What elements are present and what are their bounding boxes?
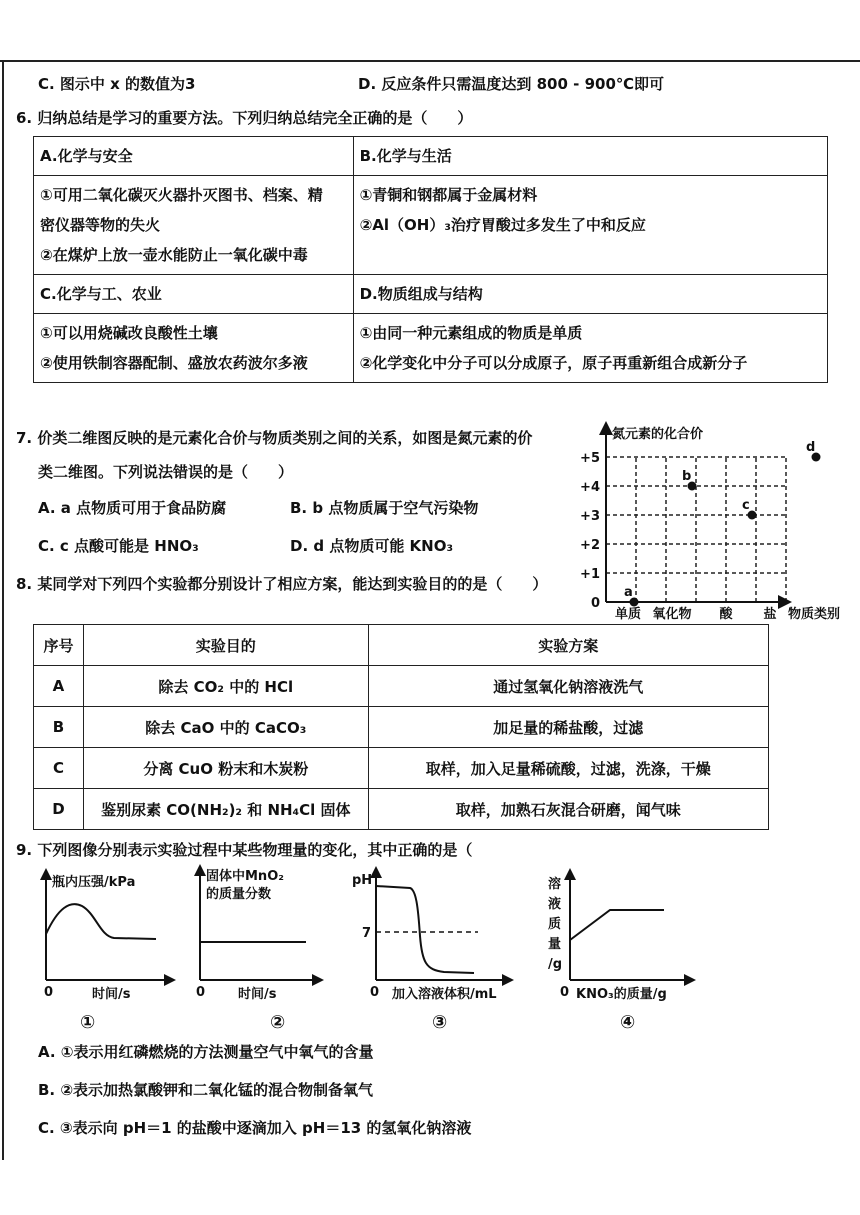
left-border	[2, 60, 4, 1160]
q8-row-b-plan: 加足量的稀盐酸，过滤	[368, 707, 768, 748]
q9-g4-y-char: 质	[548, 917, 562, 932]
q8-row-b-index: B	[34, 707, 84, 748]
q6-a-line: ②在煤炉上放一壶水能防止一氧化碳中毒	[40, 246, 308, 264]
q9-g1-x-label: 时间/s	[92, 987, 131, 1002]
q9-g4-x-label: KNO₃的质量/g	[576, 987, 667, 1002]
q6-cell-a-body	[34, 176, 354, 275]
q6-a-line: ①可用二氧化碳灭火器扑灭图书、档案、精	[40, 186, 323, 204]
q9-graph-4	[540, 868, 700, 1038]
q8-header-plan: 实验方案	[368, 625, 768, 666]
q9-graph-2	[178, 862, 328, 1038]
q6-table	[33, 136, 828, 383]
q7-point-label: d	[806, 440, 816, 455]
q9-g3-x-label: 加入溶液体积/mL	[392, 987, 497, 1002]
q7-x-category-label: 氧化物	[652, 607, 692, 622]
table-row[interactable]	[34, 789, 769, 830]
q9-g4-origin: 0	[560, 985, 570, 1000]
table-row[interactable]	[34, 666, 769, 707]
q9-g2-origin: 0	[196, 985, 206, 1000]
q6-d-line: ①由同一种元素组成的物质是单质	[359, 324, 583, 342]
q7-point-label: c	[742, 498, 750, 513]
q8-row-d-index: D	[34, 789, 84, 830]
q9-stem: 9. 下列图像分别表示实验过程中某些物理量的变化，其中正确的是（	[16, 841, 473, 859]
q6-cell-b-body	[353, 176, 827, 275]
top-border	[0, 60, 860, 62]
q7-y-tick-label: +4	[580, 480, 600, 495]
q8-row-c-goal: 分离 CuO 粉末和木炭粉	[83, 748, 368, 789]
q9-option-c[interactable]: C. ③表示向 pH＝1 的盐酸中逐滴加入 pH＝13 的氢氧化钠溶液	[38, 1119, 472, 1137]
q6-c-line: ②使用铁制容器配制、盛放农药波尔多液	[40, 354, 308, 372]
q6-c-line: ①可以用烧碱改良酸性土壤	[40, 324, 218, 342]
q9-g2-y-label-2: 的质量分数	[206, 887, 272, 902]
q9-g3-origin: 0	[370, 985, 380, 1000]
table-row[interactable]	[34, 707, 769, 748]
q9-g2-x-label: 时间/s	[238, 987, 277, 1002]
q9-g4-curve	[570, 910, 664, 940]
q8-row-d-plan: 取样，加熟石灰混合研磨，闻气味	[368, 789, 768, 830]
q7-y-tick-label: 0	[590, 596, 600, 611]
q9-option-b[interactable]: B. ②表示加热氯酸钾和二氧化锰的混合物制备氧气	[38, 1081, 374, 1099]
q9-g3-number: ③	[432, 1012, 448, 1033]
q6-cell-b-title[interactable]: B.化学与生活	[353, 137, 827, 176]
q9-g1-y-label: 瓶内压强/kPa	[52, 875, 136, 890]
q6-cell-d-title[interactable]: D.物质组成与结构	[353, 275, 827, 314]
q8-stem: 8. 某同学对下列四个实验都分别设计了相应方案，能达到实验目的的是（ ）	[16, 575, 548, 593]
q8-row-c-index: C	[34, 748, 84, 789]
q7-x-axis-label: 物质类别	[788, 607, 841, 622]
q5-option-c[interactable]: C. 图示中 x 的数值为3	[38, 75, 196, 93]
q7-y-tick-label: +5	[580, 451, 600, 466]
q8-row-c-plan: 取样，加入足量稀硫酸，过滤，洗涤，干燥	[368, 748, 768, 789]
q7-x-category-label: 单质	[614, 607, 642, 622]
q7-y-tick-label: +1	[580, 567, 600, 582]
q9-g4-y-char: 液	[548, 897, 562, 912]
q9-graph-3	[348, 866, 528, 1038]
q7-stem-line1: 7. 价类二维图反映的是元素化合价与物质类别之间的关系，如图是氮元素的价	[16, 429, 533, 447]
q9-g1-number: ①	[80, 1012, 96, 1033]
q5-option-d[interactable]: D. 反应条件只需温度达到 800 - 900℃即可	[358, 75, 665, 93]
q9-g1-curve	[46, 904, 156, 939]
q6-b-line	[360, 240, 821, 270]
q7-option-d[interactable]: D. d 点物质可能 KNO₃	[290, 537, 454, 555]
q7-y-axis-label: 氮元素的化合价	[612, 427, 704, 442]
q7-y-tick-label: +3	[580, 509, 600, 524]
q9-g2-number: ②	[270, 1012, 286, 1033]
q6-a-line: 密仪器等物的失火	[40, 216, 161, 234]
q7-point-label: a	[624, 585, 633, 600]
table-row[interactable]	[34, 748, 769, 789]
q7-grid	[606, 457, 786, 602]
q8-header-goal: 实验目的	[83, 625, 368, 666]
q7-x-category-label: 酸	[719, 607, 733, 622]
q7-option-b[interactable]: B. b 点物质属于空气污染物	[290, 499, 479, 517]
q6-stem: 6. 归纳总结是学习的重要方法。下列归纳总结完全正确的是（ ）	[16, 109, 473, 127]
q6-b-line: ②Al（OH）₃治疗胃酸过多发生了中和反应	[359, 216, 646, 234]
q9-g3-curve	[376, 886, 474, 973]
q9-g4-y-char: 溶	[548, 877, 562, 892]
q8-row-a-goal: 除去 CO₂ 中的 HCl	[83, 666, 368, 707]
q9-g4-y-char: 量	[548, 937, 562, 952]
q9-g4-number: ④	[620, 1012, 636, 1033]
q8-header-index: 序号	[34, 625, 84, 666]
q8-row-a-index: A	[34, 666, 84, 707]
q9-g3-y-label: pH	[352, 873, 373, 888]
q7-stem-line2: 类二维图。下列说法错误的是（ ）	[38, 463, 294, 481]
q6-cell-c-body	[34, 314, 354, 383]
q9-graph-1	[20, 868, 180, 1038]
q8-table	[33, 624, 769, 830]
q8-row-a-plan: 通过氢氧化钠溶液洗气	[368, 666, 768, 707]
q7-x-category-label: 盐	[763, 607, 777, 622]
q9-g1-origin: 0	[44, 985, 54, 1000]
q7-valence-chart	[560, 420, 860, 625]
q6-cell-d-body	[353, 314, 827, 383]
q9-g3-ref-label: 7	[362, 926, 372, 941]
q7-point-label: b	[682, 469, 692, 484]
q6-b-line: ①青铜和钢都属于金属材料	[359, 186, 538, 204]
q6-d-line: ②化学变化中分子可以分成原子，原子再重新组合成新分子	[359, 354, 748, 372]
q6-cell-c-title[interactable]: C.化学与工、农业	[34, 275, 354, 314]
q7-option-a[interactable]: A. a 点物质可用于食品防腐	[38, 499, 227, 517]
q9-option-a[interactable]: A. ①表示用红磷燃烧的方法测量空气中氧气的含量	[38, 1043, 374, 1061]
q8-row-d-goal: 鉴别尿素 CO(NH₂)₂ 和 NH₄Cl 固体	[83, 789, 368, 830]
q9-g2-y-label-1: 固体中MnO₂	[206, 869, 284, 884]
q7-option-c[interactable]: C. c 点酸可能是 HNO₃	[38, 537, 199, 555]
q8-row-b-goal: 除去 CaO 中的 CaCO₃	[83, 707, 368, 748]
q9-g4-y-char: /g	[548, 957, 563, 972]
q7-y-tick-label: +2	[580, 538, 600, 553]
q6-cell-a-title[interactable]: A.化学与安全	[34, 137, 354, 176]
